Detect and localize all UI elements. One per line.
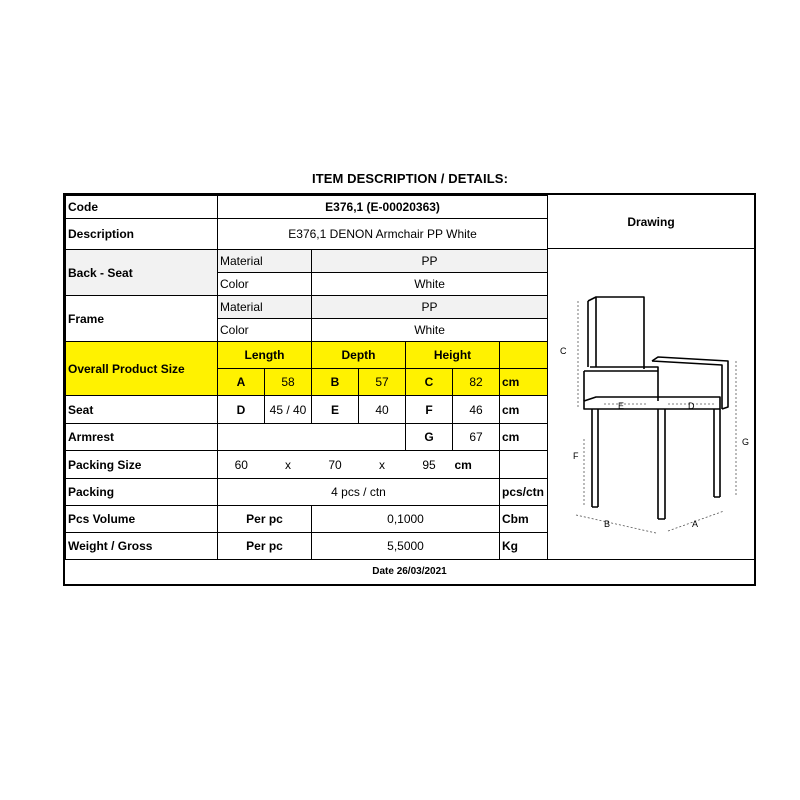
- spec-sheet: [63, 193, 756, 586]
- code-row: [66, 196, 548, 219]
- dim-c-letter: C: [406, 369, 453, 396]
- code-value: E376,1 (E-00020363): [218, 196, 548, 219]
- diagram-label-e: E: [618, 401, 625, 411]
- weight-label: Weight / Gross: [66, 533, 218, 560]
- diagram-label-d: D: [688, 401, 695, 411]
- pcs-volume-row: [66, 506, 548, 533]
- armrest-unit: cm: [500, 424, 548, 451]
- dim-f-letter: F: [406, 396, 453, 424]
- overall-header-blank: [500, 342, 548, 369]
- back-seat-material-label: Material: [218, 250, 312, 273]
- left-armrest: [584, 367, 658, 401]
- back-seat-label: Back - Seat: [66, 250, 218, 296]
- packing-value: 4 pcs / ctn: [218, 479, 500, 506]
- packing-size-depth: 70: [312, 451, 359, 479]
- drawing-label: Drawing: [548, 195, 754, 249]
- dim-b-value: 57: [359, 369, 406, 396]
- weight-row: [66, 533, 548, 560]
- overall-unit: cm: [500, 369, 548, 396]
- packing-size-width: 60: [218, 451, 265, 479]
- frame-material-value: PP: [312, 296, 548, 319]
- dim-a-value: 58: [265, 369, 312, 396]
- dim-e-letter: E: [312, 396, 359, 424]
- diagram-label-f: F: [573, 451, 579, 461]
- seat-label: Seat: [66, 396, 218, 424]
- packing-size-unit: cm: [453, 451, 500, 479]
- diagram-label-b: B: [604, 519, 611, 529]
- packing-size-label: Packing Size: [66, 451, 218, 479]
- weight-unit: Kg: [500, 533, 548, 560]
- pcs-volume-unit: Cbm: [500, 506, 548, 533]
- frame-label: Frame: [66, 296, 218, 342]
- diagram-label-c: C: [560, 346, 567, 356]
- armrest-label: Armrest: [66, 424, 218, 451]
- diagram-label-a: A: [692, 519, 699, 529]
- height-header: Height: [406, 342, 500, 369]
- length-header: Length: [218, 342, 312, 369]
- dim-b-letter: B: [312, 369, 359, 396]
- packing-size-x2: x: [359, 451, 406, 479]
- dim-c-value: 82: [453, 369, 500, 396]
- dim-a-letter: A: [218, 369, 265, 396]
- pcs-volume-per: Per pc: [218, 506, 312, 533]
- description-row: [66, 219, 548, 250]
- packing-unit: pcs/ctn: [500, 479, 548, 506]
- depth-header: Depth: [312, 342, 406, 369]
- dim-d-value: 45 / 40: [265, 396, 312, 424]
- packing-size-row: [66, 451, 548, 479]
- packing-size-height: 95: [406, 451, 453, 479]
- seat-unit: cm: [500, 396, 548, 424]
- dim-g-value: 67: [453, 424, 500, 451]
- overall-header-row: [66, 342, 548, 369]
- description-label: Description: [66, 219, 218, 250]
- drawing-panel: [547, 195, 754, 559]
- back-seat-color-label: Color: [218, 273, 312, 296]
- frame-color-label: Color: [218, 319, 312, 342]
- pcs-volume-label: Pcs Volume: [66, 506, 218, 533]
- spec-table: [65, 195, 548, 560]
- packing-label: Packing: [66, 479, 218, 506]
- packing-size-blank: [500, 451, 548, 479]
- dim-f-value: 46: [453, 396, 500, 424]
- weight-value: 5,5000: [312, 533, 500, 560]
- pcs-volume-value: 0,1000: [312, 506, 500, 533]
- weight-per: Per pc: [218, 533, 312, 560]
- packing-size-x1: x: [265, 451, 312, 479]
- frame-material-label: Material: [218, 296, 312, 319]
- dim-g-letter: G: [406, 424, 453, 451]
- back-seat-color-value: White: [312, 273, 548, 296]
- date-footer: Date 26/03/2021: [65, 559, 754, 584]
- chair-drawing: [548, 249, 754, 559]
- seat-outline: [584, 397, 720, 409]
- frame-color-value: White: [312, 319, 548, 342]
- packing-row: [66, 479, 548, 506]
- dim-e-value: 40: [359, 396, 406, 424]
- page-title: ITEM DESCRIPTION / DETAILS:: [311, 171, 509, 186]
- diagram-label-g: G: [742, 437, 750, 447]
- back-seat-material-row: [66, 250, 548, 273]
- description-value: E376,1 DENON Armchair PP White: [218, 219, 548, 250]
- overall-label: Overall Product Size: [66, 342, 218, 396]
- code-label: Code: [66, 196, 218, 219]
- dim-d-letter: D: [218, 396, 265, 424]
- armrest-blank: [218, 424, 406, 451]
- frame-material-row: [66, 296, 548, 319]
- back-seat-material-value: PP: [312, 250, 548, 273]
- armrest-row: [66, 424, 548, 451]
- seat-row: [66, 396, 548, 424]
